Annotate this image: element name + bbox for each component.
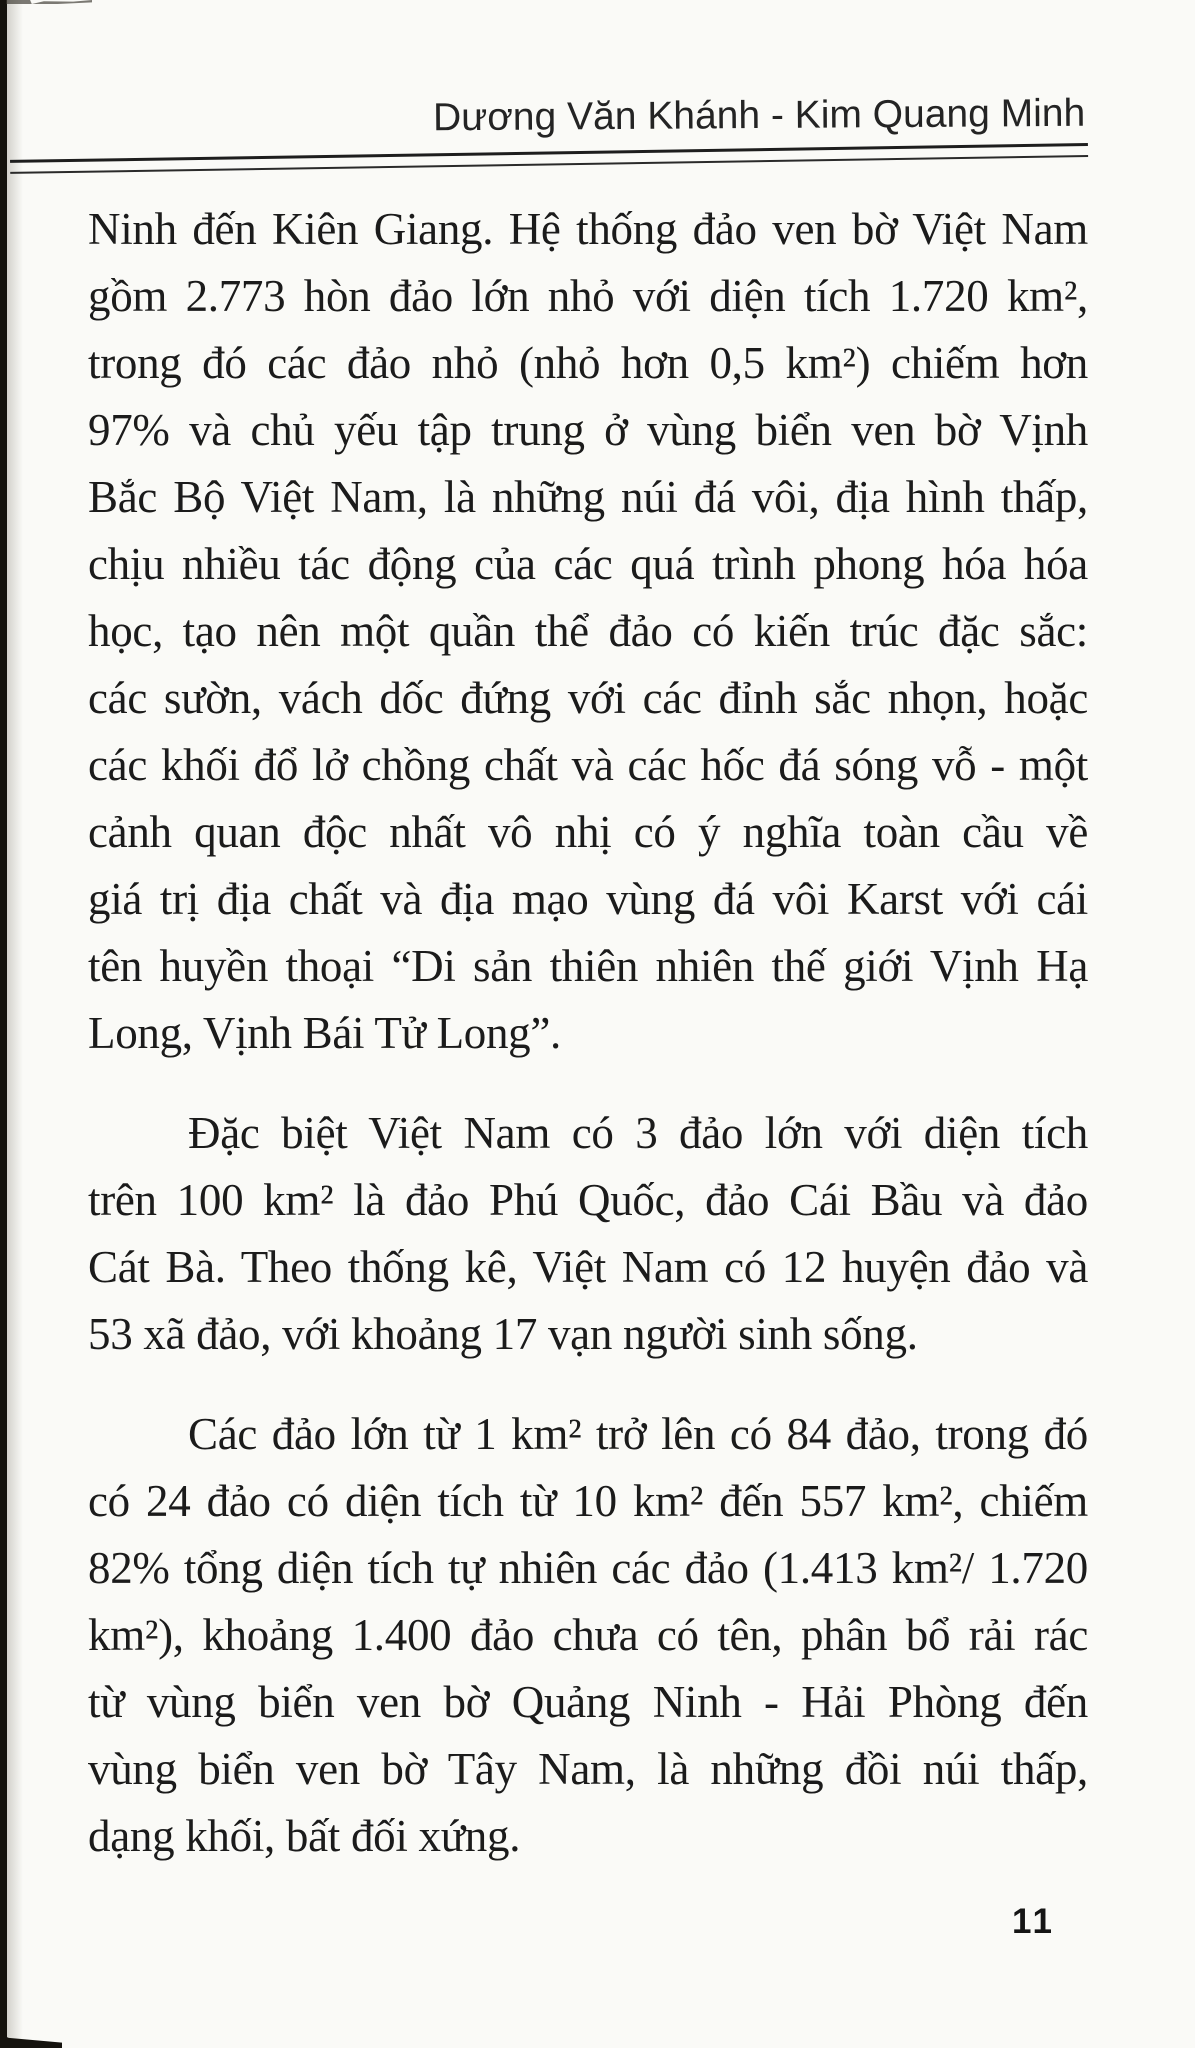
- text-line: tên huyền thoại “Di sản thiên nhiên thế giới Vịnh Hạ: [88, 941, 1088, 991]
- text-line: 82% tổng diện tích tự nhiên các đảo (1.413 km²/ 1.720: [88, 1543, 1088, 1593]
- text-line: Các đảo lớn từ 1 km² trở lên có 84 đảo, trong đó: [188, 1409, 1088, 1459]
- page-number: 11: [1012, 1902, 1055, 1941]
- text-line: có 24 đảo có diện tích từ 10 km² đến 557 km², chiếm: [88, 1476, 1088, 1526]
- text-line: chịu nhiều tác động của các quá trình phong hóa hóa: [88, 539, 1088, 589]
- text-line: các sườn, vách dốc đứng với các đỉnh sắc nhọn, hoặc: [88, 673, 1088, 723]
- text-line: km²), khoảng 1.400 đảo chưa có tên, phân bổ rải rác: [88, 1610, 1088, 1660]
- scan-top-speck-artifact: [6, 0, 92, 4]
- running-header-authors: Dương Văn Khánh - Kim Quang Minh: [432, 91, 1086, 140]
- paragraph: [88, 1401, 1088, 1870]
- text-line: vùng biển ven bờ Tây Nam, là những đồi núi thấp,: [88, 1744, 1088, 1794]
- text-line: Long, Vịnh Bái Tử Long”.: [88, 1008, 561, 1058]
- text-line: trên 100 km² là đảo Phú Quốc, đảo Cái Bầu và đảo: [88, 1175, 1088, 1225]
- body-text: [88, 196, 1088, 1870]
- paragraph: [88, 196, 1088, 1067]
- header-double-rule: [10, 143, 1088, 174]
- text-line: các khối đổ lở chồng chất và các hốc đá sóng vỗ - một: [88, 740, 1088, 790]
- paragraph: [88, 1100, 1088, 1368]
- text-line: 97% và chủ yếu tập trung ở vùng biển ven bờ Vịnh: [88, 405, 1088, 455]
- text-line: giá trị địa chất và địa mạo vùng đá vôi Karst với cái: [88, 874, 1088, 924]
- text-line: học, tạo nên một quần thể đảo có kiến trúc đặc sắc:: [88, 606, 1088, 656]
- text-line: Ninh đến Kiên Giang. Hệ thống đảo ven bờ Việt Nam: [88, 204, 1088, 254]
- text-line: dạng khối, bất đối xứng.: [88, 1811, 521, 1861]
- text-line: gồm 2.773 hòn đảo lớn nhỏ với diện tích 1.720 km²,: [88, 271, 1088, 321]
- text-line: Cát Bà. Theo thống kê, Việt Nam có 12 huyện đảo và: [88, 1242, 1088, 1292]
- text-line: từ vùng biển ven bờ Quảng Ninh - Hải Phòng đến: [88, 1677, 1088, 1727]
- scan-left-shadow: [7, 0, 23, 2048]
- text-line: Bắc Bộ Việt Nam, là những núi đá vôi, địa hình thấp,: [88, 472, 1088, 522]
- text-line: trong đó các đảo nhỏ (nhỏ hơn 0,5 km²) chiếm hơn: [88, 338, 1088, 388]
- text-line: Đặc biệt Việt Nam có 3 đảo lớn với diện tích: [188, 1108, 1088, 1158]
- scan-left-edge-artifact: [0, 0, 7, 2048]
- text-line: cảnh quan độc nhất vô nhị có ý nghĩa toàn cầu về: [88, 807, 1088, 857]
- text-line: 53 xã đảo, với khoảng 17 vạn người sinh sống.: [88, 1309, 918, 1359]
